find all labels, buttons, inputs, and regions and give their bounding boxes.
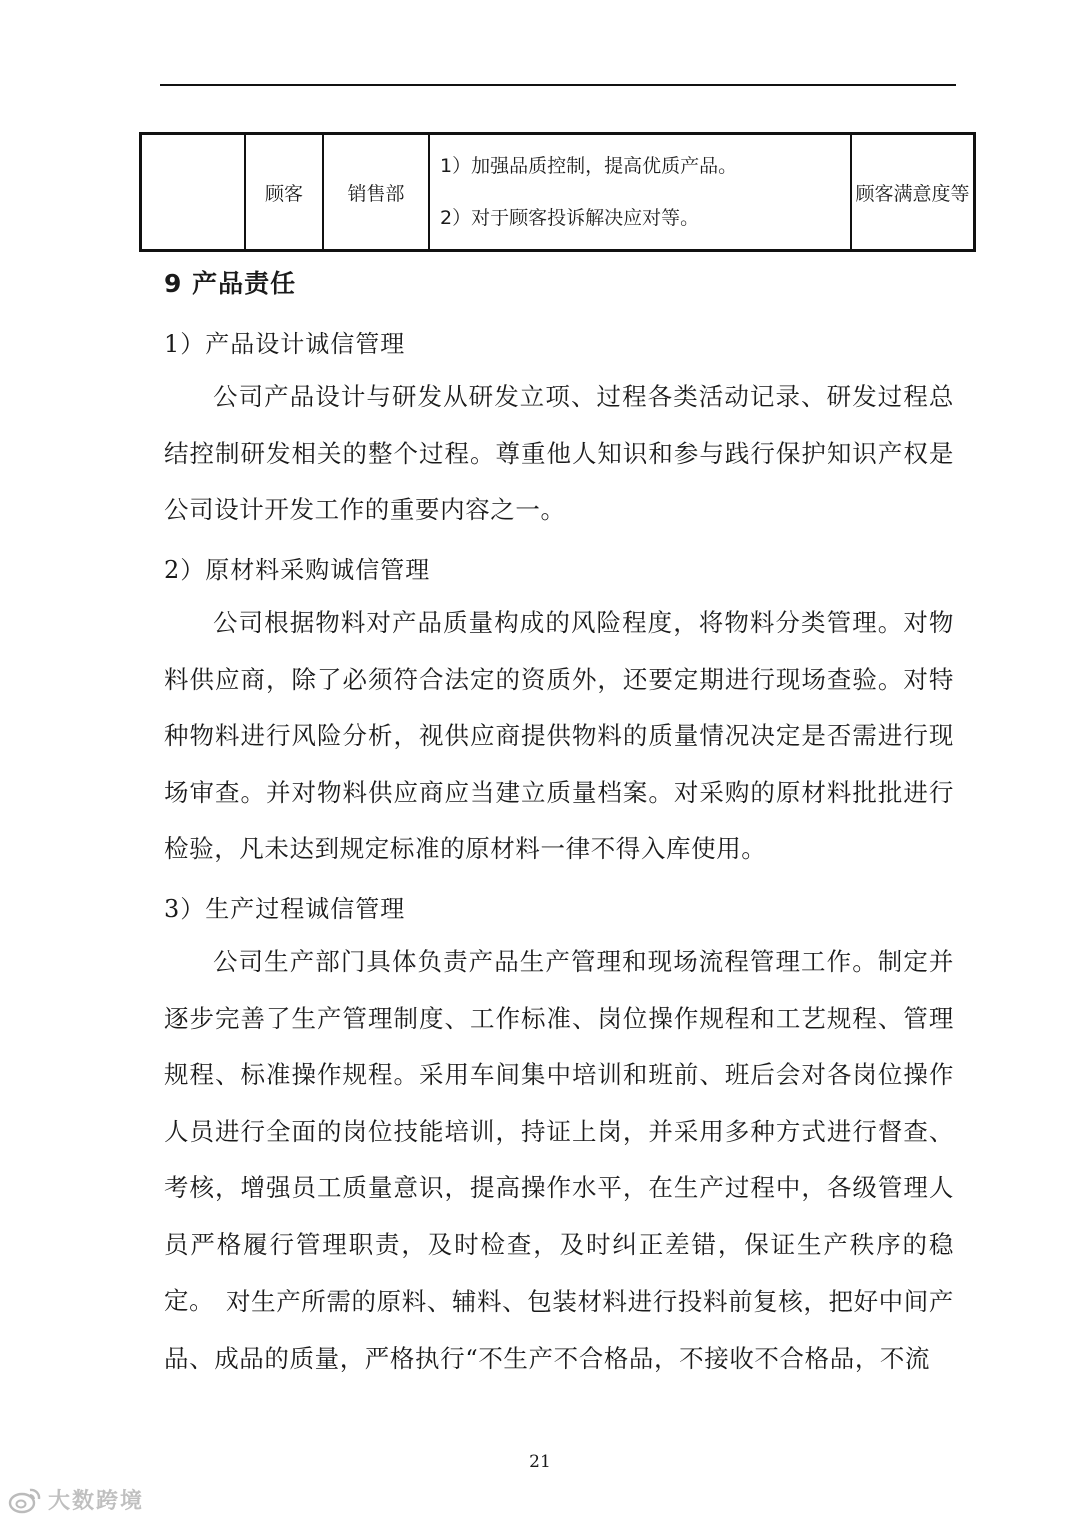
paragraph-production: 公司生产部门具体负责产品生产管理和现场流程管理工作。制定并逐步完善了生产管理制度、工作标准、岗位操作规程和工艺规程、管理规程、标准操作规程。采用车间集中培训和班前、班后会对各岗位操作人员进行全面的岗位技能培训，持证上岗，并采用多种方式进行督查、考核，增强员工质量意识，提高操作水平，在生产过程中，各级管理人员严格履行管理职责，及时检查，及时纠正差错，保证生产秩序的稳定。 <box>164 947 954 1315</box>
subsection-heading-procurement: 2）原材料采购诚信管理 <box>164 556 431 584</box>
subsection-heading-design: 1）产品设计诚信管理 <box>164 330 406 358</box>
table-cell-department: 销售部 <box>323 134 429 251</box>
table-cell-indicator: 顾客满意度等 <box>851 134 975 251</box>
header-rule <box>160 84 956 86</box>
weibo-logo-icon <box>8 1486 42 1514</box>
responsibility-table <box>139 132 976 252</box>
measure-item: 1）加强品质控制，提高优质产品。 <box>440 155 738 177</box>
paragraph-procurement: 公司根据物料对产品质量构成的风险程度，将物料分类管理。对物料供应商，除了必须符合法定的资质外，还要定期进行现场查验。对特种物料进行风险分析，视供应商提供物料的质量情况决定是否需进行现场审查。并对物料供应商应当建立质量档案。对采购的原材料批批进行检验，凡未达到规定标准的原材料一律不得入库使用。 <box>164 608 954 863</box>
section-title: 9 产品责任 <box>164 269 297 298</box>
table-cell-stakeholder: 顾客 <box>245 134 323 251</box>
paragraph-design: 公司产品设计与研发从研发立项、过程各类活动记录、研发过程总结控制研发相关的整个过程。尊重他人知识和参与践行保护知识产权是公司设计开发工作的重要内容之一。 <box>164 382 954 524</box>
table-row <box>141 134 975 251</box>
table-cell-empty <box>141 134 246 251</box>
watermark-text: 大数跨境 <box>48 1489 145 1514</box>
subsection-heading-production: 3）生产过程诚信管理 <box>164 895 406 923</box>
paragraph-materials: 对生产所需的原料、辅料、包装材料进行投料前复核，把好中间产品、成品的质量，严格执行“不生产不合格品，不接收不合格品，不流 <box>164 1287 954 1373</box>
measure-item: 2）对于顾客投诉解决应对等。 <box>440 207 700 229</box>
page-number: 21 <box>529 1452 551 1472</box>
watermark <box>8 1484 144 1515</box>
table-cell-measures <box>429 134 851 251</box>
